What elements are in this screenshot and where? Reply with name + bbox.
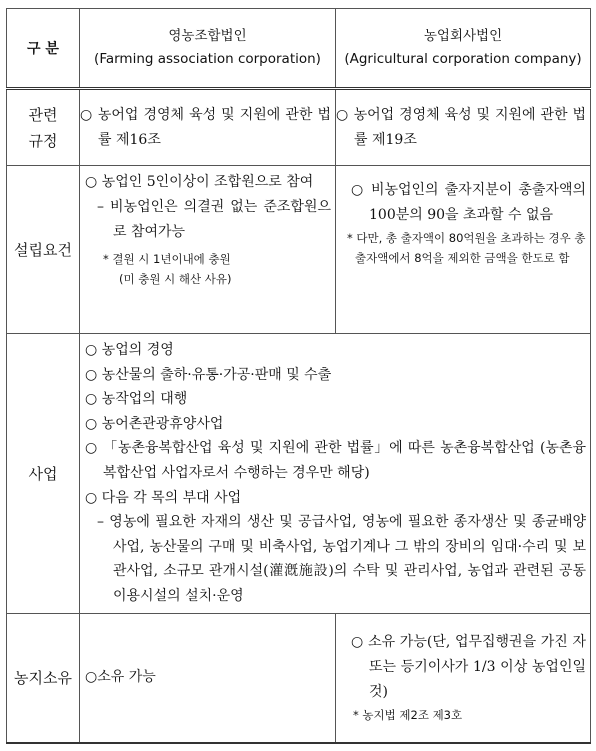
comparison-table — [6, 8, 591, 744]
law-col2 — [336, 89, 591, 166]
requirements-col1-note2: (미 충원 시 해산 사유) — [119, 272, 232, 286]
land-col1 — [80, 613, 336, 743]
requirements-col1-item: ○ 농업인 5인이상이 조합원으로 참여 — [85, 174, 314, 190]
requirements-col1-note1: * 결원 시 1년이내에 충원 — [103, 252, 231, 266]
col2-name: 농업회사법인 — [423, 28, 503, 44]
law-col1-text: ○ 농어업 경영체 육성 및 지원에 관한 법률 제16조 — [80, 106, 331, 148]
business-item-5: ○ 「농촌융복합산업 육성 및 지원에 관한 법률」에 따른 농촌융복합산업 (농촌융복합산업 사업자로서 수행하는 경우만 해당) — [85, 440, 586, 481]
law-col2-text: ○ 농어업 경영체 육성 및 지원에 관한 법률 제19조 — [336, 106, 586, 148]
law-col1 — [80, 89, 336, 166]
label-land-ownership: 농지소유 — [7, 613, 80, 743]
business-item-6: ○ 다음 각 목의 부대 사업 — [85, 489, 242, 506]
land-col2 — [336, 613, 591, 743]
label-requirements: 설립요건 — [7, 166, 80, 334]
label-related-law: 관련 규정 — [7, 89, 80, 166]
col2-english-name: (Agricultural corporation company) — [344, 51, 582, 67]
header-col-farming-association — [80, 9, 336, 89]
requirements-col2-note: * 다만, 총 출자액이 80억원을 초과하는 경우 총출자액에서 8억을 제외한 금액을 한도로 함 — [347, 231, 586, 265]
business-item-4: ○ 농어촌관광휴양사업 — [85, 415, 224, 432]
col1-english-name: (Farming association corporation) — [94, 51, 321, 67]
col1-name: 영농조합법인 — [168, 28, 247, 44]
header-category — [7, 9, 80, 89]
requirements-col2-item: ○ 비농업인의 출자지분이 총출자액의 100분의 90을 초과할 수 없음 — [351, 182, 586, 223]
business-item-2: ○ 농산물의 출하·유통·가공·판매 및 수출 — [85, 366, 332, 383]
requirements-col2 — [336, 166, 591, 334]
requirements-col1-sub: – 비농업인은 의결권 없는 준조합원으로 참여가능 — [97, 199, 331, 240]
business-content — [80, 334, 591, 614]
header-row — [7, 9, 591, 89]
business-item-1: ○ 농업의 경영 — [85, 342, 174, 358]
row-business — [7, 334, 591, 614]
header-category-label: 구 분 — [27, 41, 59, 57]
land-col1-text: ○소유 가능 — [85, 669, 156, 686]
business-item-3: ○ 농작업의 대행 — [85, 391, 188, 408]
header-col-agricultural-company — [336, 9, 591, 89]
row-land-ownership — [7, 613, 591, 743]
business-sub-item: – 영농에 필요한 자재의 생산 및 공급사업, 영농에 필요한 종자생산 및 종균배양사업, 농산물의 구매 및 비축사업, 농업기계나 그 밖의 장비의 임대·수리 및 보관사업, 소규모 관개시설(灌漑施設)의 수탁 및 관리사업, 농업과 관련된 공동이용시설의 설치·운영 — [97, 514, 586, 604]
requirements-col1 — [80, 166, 336, 334]
row-related-law — [7, 89, 591, 166]
label-business: 사업 — [7, 334, 80, 614]
land-col2-note: * 농지법 제2조 제3호 — [353, 708, 463, 723]
land-col2-item: ○ 소유 가능(단, 업무집행권을 가진 자 또는 등기이사가 1/3 이상 농업인일 것) — [351, 634, 586, 701]
row-requirements — [7, 166, 591, 334]
